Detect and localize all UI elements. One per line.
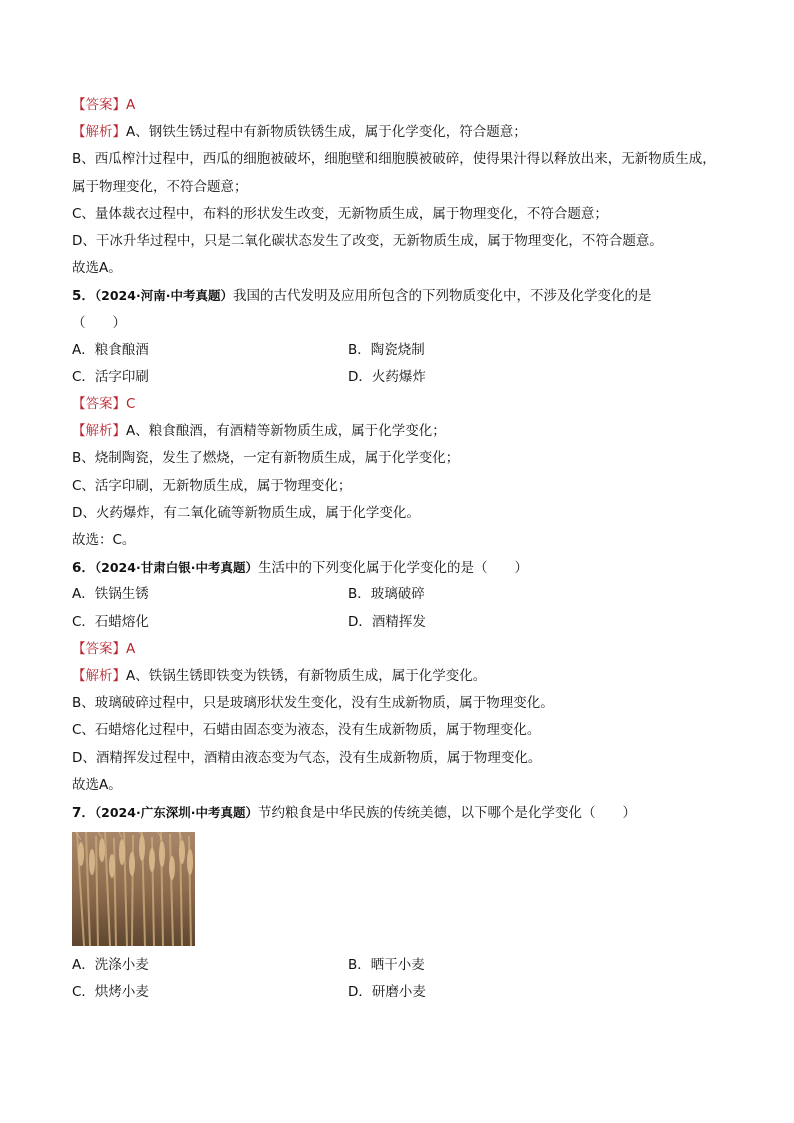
analysis-tag: 【解析】 [72,124,126,141]
analysis-text: D、酒精挥发过程中，酒精由液态变为气态，没有生成新物质，属于物理变化。 [72,749,542,766]
analysis-text: A、粮食酿酒，有酒精等新物质生成，属于化学变化； [126,423,446,440]
answer-blank: （ ） [72,314,126,331]
option-d: D．火药爆炸 [348,368,426,385]
q7-stem [72,799,732,826]
analysis-text: A、铁锅生锈即铁变为铁锈，有新物质生成，属于化学变化。 [126,667,487,684]
analysis-tag: 【解析】 [72,423,126,440]
q6-analysis-line [72,663,732,690]
option-c: C．石蜡熔化 [72,613,149,630]
answer-tag: 【答案】 [72,97,126,113]
document-page [72,92,732,1006]
option-d: D．研磨小麦 [348,984,426,1001]
answer-value: A [126,97,136,113]
question-source: （2024·河南·中考真题） [94,288,233,304]
analysis-tag: 【解析】 [72,667,126,684]
analysis-text: B、玻璃破碎过程中，只是玻璃形状发生变化，没有生成新物质，属于物理变化。 [72,695,554,712]
options-row [72,364,732,391]
analysis-text: C、量体裁衣过程中，布料的形状发生改变，无新物质生成，属于物理变化，不符合题意； [72,205,608,222]
question-number: 7． [72,804,95,821]
answer-value: C [126,396,136,413]
analysis-text: A、钢铁生锈过程中有新物质铁锈生成，属于化学变化，符合题意； [126,124,527,141]
analysis-text: C、石蜡熔化过程中，石蜡由固态变为液态，没有生成新物质，属于物理变化。 [72,722,541,739]
question-number: 5． [72,288,95,305]
options-row [72,581,732,608]
answer-tag: 【答案】 [72,640,126,657]
conclusion-text: 故选：C。 [72,532,136,548]
q5-answer-line [72,391,732,418]
q5-analysis-line [72,418,732,445]
option-a: A．铁锅生锈 [72,586,149,603]
option-b: B．陶瓷烧制 [348,341,425,358]
analysis-text: D、火药爆炸，有二氧化硫等新物质生成，属于化学变化。 [72,504,420,521]
answer-tag: 【答案】 [72,396,126,413]
analysis-text: B、烧制陶瓷，发生了燃烧，一定有新物质生成，属于化学变化； [72,450,460,467]
conclusion-text: 故选A。 [72,260,122,277]
option-c: C．活字印刷 [72,368,149,385]
options-row [72,979,732,1006]
analysis-text: D、干冰升华过程中，只是二氧化碳状态发生了改变，无新物质生成，属于物理变化，不符合题意。 [72,232,663,249]
options-row [72,952,732,979]
question-stem: 节约粮食是中华民族的传统美德，以下哪个是化学变化（ ） [257,804,636,821]
q6-stem [72,554,732,581]
question-number: 6． [72,560,95,577]
option-a: A．粮食酿酒 [72,341,149,358]
conclusion-text: 故选A。 [72,776,122,793]
q6-answer-line [72,636,732,663]
analysis-text: C、活字印刷，无新物质生成，属于物理变化； [72,477,352,494]
question-stem: 生活中的下列变化属于化学变化的是（ ） [257,560,528,577]
q4-answer-line [72,92,732,119]
option-c: C．烘烤小麦 [72,984,149,1001]
options-row [72,609,732,636]
analysis-text: B、西瓜榨汁过程中，西瓜的细胞被破坏，细胞壁和细胞膜被破碎，使得果汁得以释放出来，无新物质生成， [72,151,716,168]
analysis-text: 属于物理变化，不符合题意； [72,178,248,195]
q5-stem [72,282,732,309]
option-d: D．酒精挥发 [348,613,426,630]
option-b: B．晒干小麦 [348,957,425,974]
q4-analysis-line [72,119,732,146]
option-a: A．洗涤小麦 [72,957,149,974]
question-source: （2024·甘肃白银·中考真题） [94,560,258,576]
option-b: B．玻璃破碎 [348,586,425,603]
wheat-photo [72,832,195,946]
question-source: （2024·广东深圳·中考真题） [94,804,258,820]
options-row [72,337,732,364]
question-stem: 我国的古代发明及应用所包含的下列物质变化中，不涉及化学变化的是 [232,288,652,305]
answer-value: A [126,640,136,657]
